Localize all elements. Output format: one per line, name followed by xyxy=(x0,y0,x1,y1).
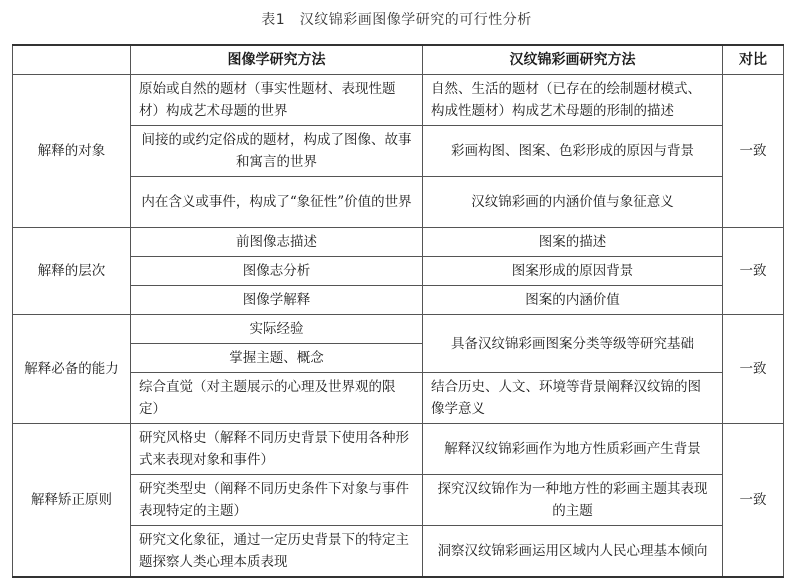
method-cell: 解释汉纹锦彩画作为地方性质彩画产生背景 xyxy=(423,424,723,475)
header-compare: 对比 xyxy=(723,45,784,75)
compare-result: 一致 xyxy=(723,228,784,315)
method-cell: 间接的或约定俗成的题材，构成了图像、故事和寓言的世界 xyxy=(131,126,423,177)
group-label: 解释必备的能力 xyxy=(13,315,131,424)
method-cell: 图像学解释 xyxy=(131,286,423,315)
method-cell: 实际经验 xyxy=(131,315,423,344)
table-row xyxy=(13,228,784,257)
method-cell: 内在含义或事件，构成了“象征性”价值的世界 xyxy=(131,177,423,228)
feasibility-table xyxy=(12,44,784,578)
method-cell: 原始或自然的题材（事实性题材、表现性题材）构成艺术母题的世界 xyxy=(131,75,423,126)
method-cell: 探究汉纹锦作为一种地方性的彩画主题其表现的主题 xyxy=(423,475,723,526)
header-row xyxy=(13,45,784,75)
method-cell: 综合直觉（对主题展示的心理及世界观的限定） xyxy=(131,373,423,424)
method-cell: 自然、生活的题材（已存在的绘制题材模式、构成性题材）构成艺术母题的形制的描述 xyxy=(423,75,723,126)
method-cell: 研究风格史（解释不同历史背景下使用各种形式来表现对象和事件） xyxy=(131,424,423,475)
table-row xyxy=(13,75,784,126)
group-label: 解释的对象 xyxy=(13,75,131,228)
compare-result: 一致 xyxy=(723,424,784,578)
compare-result: 一致 xyxy=(723,75,784,228)
method-cell: 洞察汉纹锦彩画运用区域内人民心理基本倾向 xyxy=(423,526,723,578)
method-cell: 前图像志描述 xyxy=(131,228,423,257)
table-row xyxy=(13,315,784,344)
header-iconology: 图像学研究方法 xyxy=(131,45,423,75)
method-cell: 汉纹锦彩画的内涵价值与象征意义 xyxy=(423,177,723,228)
method-cell: 图案的描述 xyxy=(423,228,723,257)
method-cell: 彩画构图、图案、色彩形成的原因与背景 xyxy=(423,126,723,177)
method-cell: 研究文化象征，通过一定历史背景下的特定主题探察人类心理本质表现 xyxy=(131,526,423,578)
method-cell: 图案的内涵价值 xyxy=(423,286,723,315)
group-label: 解释矫正原则 xyxy=(13,424,131,578)
table-caption: 表1 汉纹锦彩画图像学研究的可行性分析 xyxy=(261,12,532,28)
header-empty xyxy=(13,45,131,75)
header-hanwenjin: 汉纹锦彩画研究方法 xyxy=(423,45,723,75)
method-cell: 结合历史、人文、环境等背景阐释汉纹锦的图像学意义 xyxy=(423,373,723,424)
compare-result: 一致 xyxy=(723,315,784,424)
method-cell: 图案形成的原因背景 xyxy=(423,257,723,286)
method-cell: 图像志分析 xyxy=(131,257,423,286)
method-cell: 掌握主题、概念 xyxy=(131,344,423,373)
method-cell: 具备汉纹锦彩画图案分类等级等研究基础 xyxy=(423,315,723,373)
method-cell: 研究类型史（阐释不同历史条件下对象与事件表现特定的主题） xyxy=(131,475,423,526)
group-label: 解释的层次 xyxy=(13,228,131,315)
table-row xyxy=(13,424,784,475)
